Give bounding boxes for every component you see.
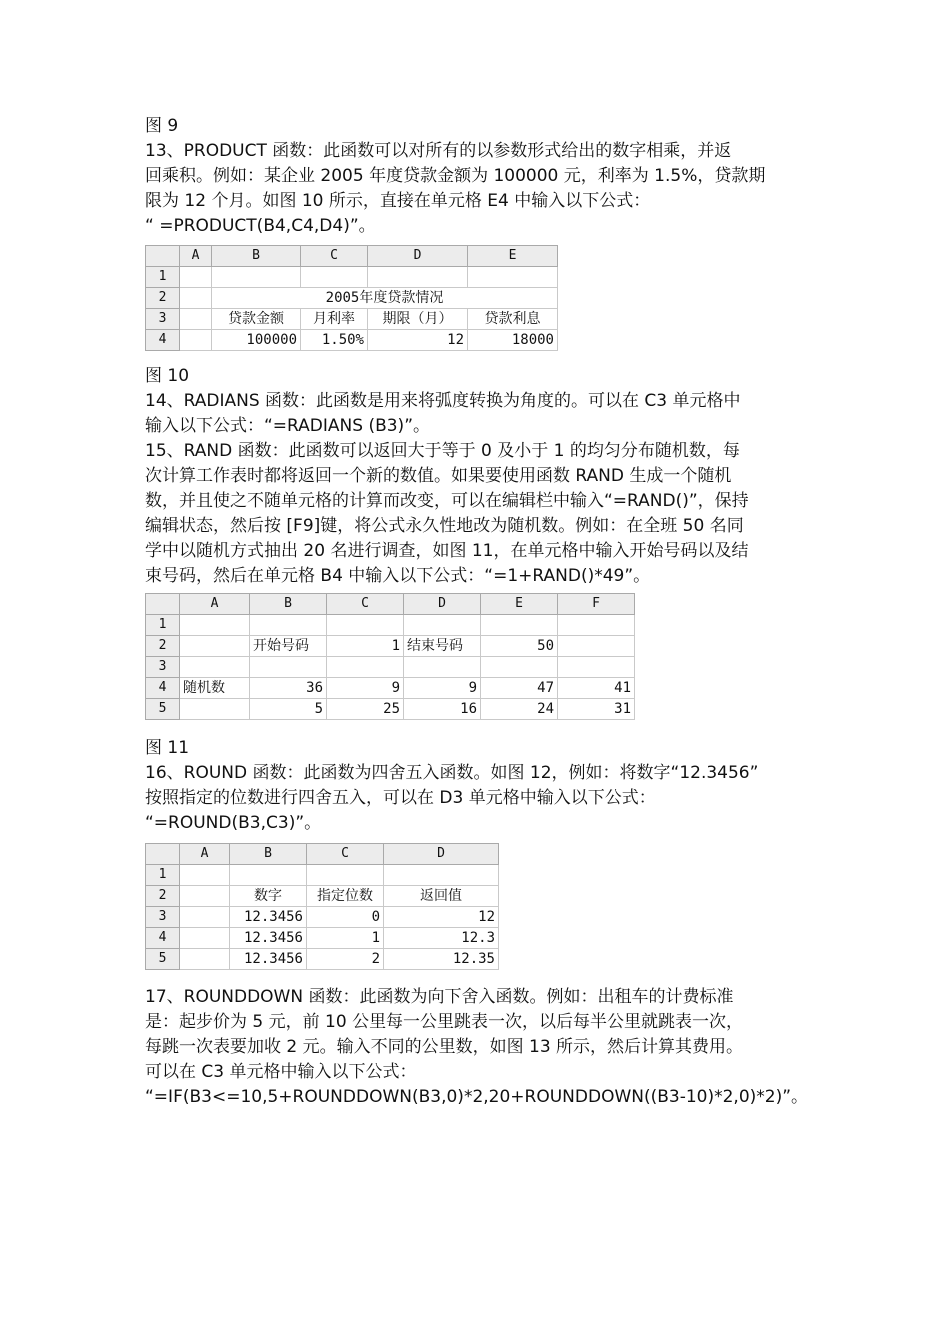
cell: 9: [404, 678, 481, 699]
formula-line: “=IF(B3<=10,5+ROUNDDOWN(B3,0)*2,20+ROUNDDOWN((B3-10)*2,0)*2)”。: [145, 1087, 809, 1107]
column-header: C: [301, 246, 368, 267]
cell: 1.50%: [301, 330, 368, 351]
paragraph-product: [145, 114, 810, 239]
text-line: 束号码，然后在单元格 B4 中输入以下公式：“=1+RAND()*49”。: [145, 566, 651, 586]
cell: [368, 267, 468, 288]
cell: [212, 267, 301, 288]
row-header: 1: [146, 615, 180, 636]
cell: 2: [307, 949, 384, 970]
row-header: 2: [146, 288, 180, 309]
cell: [180, 636, 250, 657]
column-header: B: [230, 844, 307, 865]
text-line: 输入以下公式：“=RADIANS (B3)”。: [145, 416, 430, 436]
text-line: 数，并且使之不随单元格的计算而改变，可以在编辑栏中输入“=RAND()”，保持: [145, 491, 749, 511]
row-header: 4: [146, 928, 180, 949]
cell: [384, 865, 499, 886]
cell: [230, 865, 307, 886]
figure-caption-9: 图 9: [145, 116, 179, 136]
cell: [180, 615, 250, 636]
column-header: B: [212, 246, 301, 267]
cell: 24: [481, 699, 558, 720]
cell: 12.3456: [230, 949, 307, 970]
corner-cell: [146, 246, 180, 267]
cell: [404, 615, 481, 636]
text-line: “=ROUND(B3,C3)”。: [145, 813, 322, 833]
cell: [307, 865, 384, 886]
cell: [327, 657, 404, 678]
spreadsheet-figure-11: [145, 593, 635, 720]
merged-title-cell: 2005年度贷款情况: [212, 288, 558, 309]
cell: 12.3456: [230, 907, 307, 928]
cell: 41: [558, 678, 635, 699]
cell: 1: [307, 928, 384, 949]
cell: [301, 267, 368, 288]
cell: [180, 699, 250, 720]
cell: 12: [368, 330, 468, 351]
cell: 12: [384, 907, 499, 928]
cell: 贷款金额: [212, 309, 301, 330]
cell: 50: [481, 636, 558, 657]
column-header: A: [180, 246, 212, 267]
cell: [481, 657, 558, 678]
table-row: [146, 309, 558, 330]
column-header: C: [307, 844, 384, 865]
cell: [250, 657, 327, 678]
cell: 18000: [468, 330, 558, 351]
column-header: D: [404, 594, 481, 615]
table-row: [146, 288, 558, 309]
text-line: 编辑状态，然后按 [F9]键，将公式永久性地改为随机数。例如：在全班 50 名同: [145, 516, 744, 536]
text-line: 16、ROUND 函数：此函数为四舍五入函数。如图 12，例如：将数字“12.3456”: [145, 763, 759, 783]
cell: [180, 288, 212, 309]
column-header: B: [250, 594, 327, 615]
cell: [180, 865, 230, 886]
row-header: 1: [146, 865, 180, 886]
row-header: 2: [146, 886, 180, 907]
column-header: A: [180, 594, 250, 615]
row-header: 5: [146, 949, 180, 970]
spreadsheet-figure-10: [145, 245, 558, 351]
text-line: 17、ROUNDDOWN 函数：此函数为向下舍入函数。例如：出租车的计费标准: [145, 987, 734, 1007]
corner-cell: [146, 844, 180, 865]
column-header: D: [384, 844, 499, 865]
text-line: “ =PRODUCT(B4,C4,D4)”。: [145, 216, 376, 236]
cell: 期限（月）: [368, 309, 468, 330]
text-line: 是：起步价为 5 元，前 10 公里每一公里跳表一次，以后每半公里就跳表一次，: [145, 1012, 744, 1032]
cell: [327, 615, 404, 636]
cell: 月利率: [301, 309, 368, 330]
cell: 16: [404, 699, 481, 720]
cell: [468, 267, 558, 288]
column-header-row: [146, 844, 499, 865]
cell: [180, 330, 212, 351]
cell: 数字: [230, 886, 307, 907]
cell: [558, 615, 635, 636]
cell: 5: [250, 699, 327, 720]
text-line: 次计算工作表时都将返回一个新的数值。如果要使用函数 RAND 生成一个随机: [145, 466, 732, 486]
row-header: 3: [146, 309, 180, 330]
cell: [558, 636, 635, 657]
text-line: 14、RADIANS 函数：此函数是用来将弧度转换为角度的。可以在 C3 单元格中: [145, 391, 741, 411]
column-header: D: [368, 246, 468, 267]
cell: [404, 657, 481, 678]
cell: 结束号码: [404, 636, 481, 657]
cell: 31: [558, 699, 635, 720]
column-header-row: [146, 594, 635, 615]
column-header-row: [146, 246, 558, 267]
spreadsheet-figure-12: [145, 843, 499, 970]
column-header: E: [481, 594, 558, 615]
table-row: [146, 657, 635, 678]
cell: 开始号码: [250, 636, 327, 657]
text-line: 每跳一次表要加收 2 元。输入不同的公里数，如图 13 所示，然后计算其费用。: [145, 1037, 744, 1057]
cell: 0: [307, 907, 384, 928]
cell: [250, 615, 327, 636]
table-row: [146, 636, 635, 657]
table-row: [146, 865, 499, 886]
column-header: F: [558, 594, 635, 615]
table-row: [146, 949, 499, 970]
cell: [180, 309, 212, 330]
figure-caption-11: 图 11: [145, 738, 190, 758]
cell: 返回值: [384, 886, 499, 907]
row-header: 5: [146, 699, 180, 720]
table-row: [146, 678, 635, 699]
cell: [180, 657, 250, 678]
table-row: [146, 928, 499, 949]
text-line: 按照指定的位数进行四舍五入，可以在 D3 单元格中输入以下公式：: [145, 788, 656, 808]
cell: 36: [250, 678, 327, 699]
row-header: 3: [146, 657, 180, 678]
cell: 指定位数: [307, 886, 384, 907]
text-line: 可以在 C3 单元格中输入以下公式：: [145, 1062, 417, 1082]
column-header: C: [327, 594, 404, 615]
cell: 25: [327, 699, 404, 720]
column-header: E: [468, 246, 558, 267]
text-line: 限为 12 个月。如图 10 所示，直接在单元格 E4 中输入以下公式：: [145, 191, 651, 211]
cell: [180, 267, 212, 288]
row-header: 1: [146, 267, 180, 288]
text-line: 15、RAND 函数：此函数可以返回大于等于 0 及小于 1 的均匀分布随机数，每: [145, 441, 740, 461]
table-row: [146, 330, 558, 351]
row-header: 3: [146, 907, 180, 928]
cell: 随机数: [180, 678, 250, 699]
paragraph-round: [145, 736, 810, 836]
table-row: [146, 615, 635, 636]
text-line: 回乘积。例如：某企业 2005 年度贷款金额为 100000 元，利率为 1.5%，贷款期: [145, 166, 766, 186]
text-line: 13、PRODUCT 函数：此函数可以对所有的以参数形式给出的数字相乘，并返: [145, 141, 732, 161]
cell: 12.3456: [230, 928, 307, 949]
cell: 100000: [212, 330, 301, 351]
cell: [180, 949, 230, 970]
cell: [180, 886, 230, 907]
cell: [180, 928, 230, 949]
row-header: 4: [146, 678, 180, 699]
table-row: [146, 907, 499, 928]
table-row: [146, 267, 558, 288]
cell: 47: [481, 678, 558, 699]
cell: [481, 615, 558, 636]
cell: 9: [327, 678, 404, 699]
row-header: 2: [146, 636, 180, 657]
table-row: [146, 886, 499, 907]
corner-cell: [146, 594, 180, 615]
cell: 12.3: [384, 928, 499, 949]
cell: 贷款利息: [468, 309, 558, 330]
text-line: 学中以随机方式抽出 20 名进行调查，如图 11，在单元格中输入开始号码以及结: [145, 541, 749, 561]
cell: [558, 657, 635, 678]
row-header: 4: [146, 330, 180, 351]
cell: 12.35: [384, 949, 499, 970]
paragraph-radians-rand: [145, 364, 810, 589]
figure-caption-10: 图 10: [145, 366, 190, 386]
cell: 1: [327, 636, 404, 657]
paragraph-rounddown: [145, 985, 810, 1110]
table-row: [146, 699, 635, 720]
cell: [180, 907, 230, 928]
column-header: A: [180, 844, 230, 865]
